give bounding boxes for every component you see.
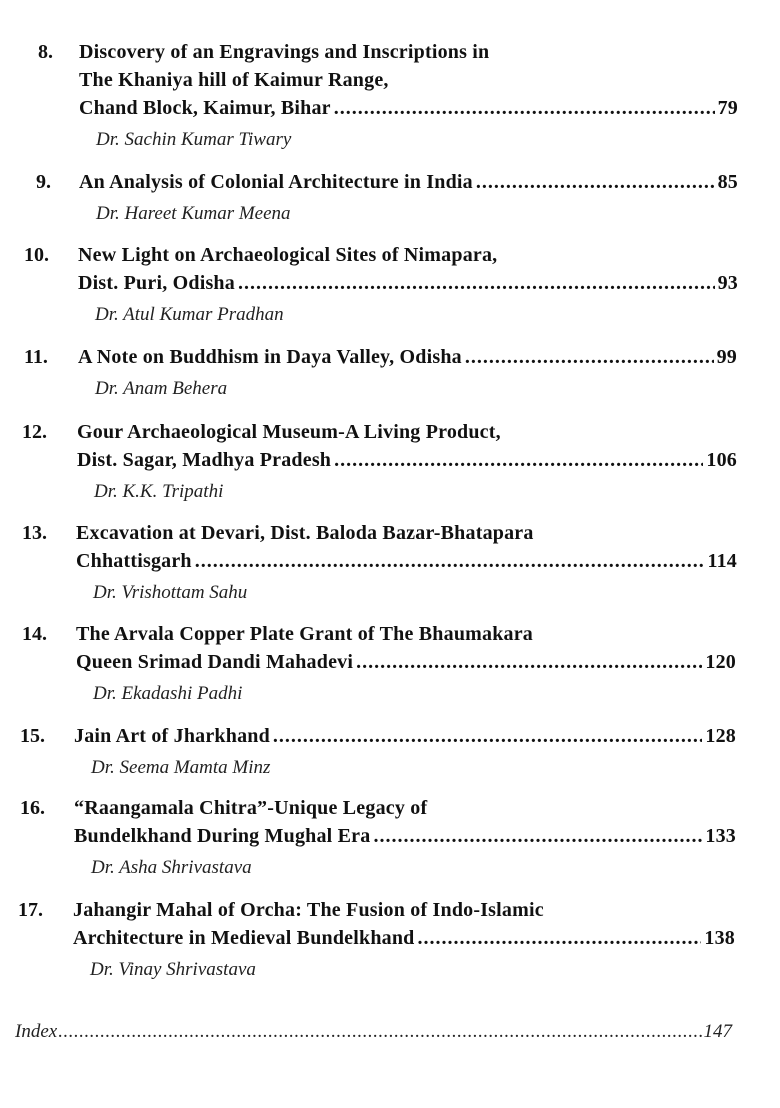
entry-author: Dr. Vinay Shrivastava — [90, 959, 256, 980]
entry-author: Dr. K.K. Tripathi — [94, 481, 224, 502]
entry-page-number: 85 — [717, 171, 738, 193]
entry-title-text: A Note on Buddhism in Daya Valley, Odisha — [78, 346, 462, 368]
entry-number: 10. — [24, 244, 49, 266]
entry-title-text: Architecture in Medieval Bundelkhand — [73, 927, 415, 949]
entry-title-line — [77, 446, 737, 474]
entry-page-number: 133 — [705, 825, 736, 847]
entry-title-line — [76, 620, 736, 648]
entry-title-line — [79, 66, 738, 94]
entry-number: 12. — [22, 421, 47, 443]
entry-title-line — [78, 241, 738, 269]
entry-page-number: 114 — [707, 550, 737, 572]
entry-page-number: 99 — [716, 346, 737, 368]
entry-title-line — [79, 94, 738, 122]
entry-page-number: 120 — [705, 651, 736, 673]
entry-title-line — [78, 269, 738, 297]
entry-title-text: Discovery of an Engravings and Inscriptions in — [79, 41, 490, 63]
entry-title-text: Queen Srimad Dandi Mahadevi — [76, 651, 354, 673]
entry-title-text: New Light on Archaeological Sites of Nimapara, — [78, 244, 498, 266]
dot-leader — [356, 648, 702, 676]
entry-author: Dr. Asha Shrivastava — [91, 857, 252, 878]
entry-title-text: “Raangamala Chitra”-Unique Legacy of — [74, 797, 428, 819]
dot-leader — [373, 822, 702, 850]
entry-title-line — [76, 648, 736, 676]
dot-leader — [418, 924, 702, 952]
entry-number: 17. — [18, 899, 43, 921]
entry-title-text: Bundelkhand During Mughal Era — [74, 825, 371, 847]
dot-leader — [238, 269, 715, 297]
entry-title-text: Gour Archaeological Museum-A Living Product, — [77, 421, 501, 443]
entry-title-line — [74, 822, 736, 850]
entry-title-line — [73, 896, 735, 924]
entry-title-line — [73, 924, 735, 952]
entry-page-number: 79 — [717, 97, 738, 119]
entry-title-text: Excavation at Devari, Dist. Baloda Bazar-Bhatapara — [76, 522, 534, 544]
entry-title-line — [79, 168, 738, 196]
dot-leader — [273, 722, 702, 750]
entry-title-line — [78, 343, 737, 371]
entry-title-text: The Arvala Copper Plate Grant of The Bhaumakara — [76, 623, 534, 645]
entry-author: Dr. Ekadashi Padhi — [93, 683, 243, 704]
index-label: Index — [15, 1021, 58, 1042]
entry-number: 16. — [20, 797, 45, 819]
entry-page-number: 106 — [706, 449, 737, 471]
entry-title-text: Jain Art of Jharkhand — [74, 725, 270, 747]
dot-leader — [465, 343, 714, 371]
entry-author: Dr. Sachin Kumar Tiwary — [96, 129, 292, 150]
entry-title-text: Dist. Puri, Odisha — [78, 272, 235, 294]
entry-number: 8. — [38, 41, 53, 63]
entry-number: 9. — [36, 171, 51, 193]
entry-title-text: An Analysis of Colonial Architecture in India — [79, 171, 473, 193]
entry-title-text: Chhattisgarh — [76, 550, 192, 572]
entry-page-number: 138 — [704, 927, 735, 949]
dot-leader — [476, 168, 715, 196]
entry-title-line — [74, 722, 736, 750]
entry-number: 13. — [22, 522, 47, 544]
entry-title-text: The Khaniya hill of Kaimur Range, — [79, 69, 389, 91]
entry-author: Dr. Atul Kumar Pradhan — [95, 304, 284, 325]
entry-author: Dr. Vrishottam Sahu — [93, 582, 248, 603]
index-page: 147 — [703, 1021, 732, 1042]
entry-title-line — [76, 547, 737, 575]
entry-title-text: Jahangir Mahal of Orcha: The Fusion of Indo-Islamic — [73, 899, 544, 921]
entry-title-line — [74, 794, 736, 822]
entry-title-text: Dist. Sagar, Madhya Pradesh — [77, 449, 332, 471]
entry-title-line — [77, 418, 737, 446]
entry-author: Dr. Seema Mamta Minz — [91, 757, 271, 778]
index-entry[interactable] — [15, 1018, 732, 1046]
entry-title-line — [76, 519, 737, 547]
dot-leader — [334, 94, 715, 122]
entry-number: 15. — [20, 725, 45, 747]
dot-leader — [195, 547, 705, 575]
dot-leader — [334, 446, 703, 474]
entry-page-number: 93 — [717, 272, 738, 294]
entry-title-line — [79, 38, 738, 66]
entry-page-number: 128 — [705, 725, 736, 747]
entry-author: Dr. Anam Behera — [95, 378, 228, 399]
dot-leader — [58, 1018, 702, 1046]
entry-title-text: Chand Block, Kaimur, Bihar — [79, 97, 331, 119]
entry-number: 14. — [22, 623, 47, 645]
entry-number: 11. — [24, 346, 48, 368]
entry-author: Dr. Hareet Kumar Meena — [96, 203, 291, 224]
